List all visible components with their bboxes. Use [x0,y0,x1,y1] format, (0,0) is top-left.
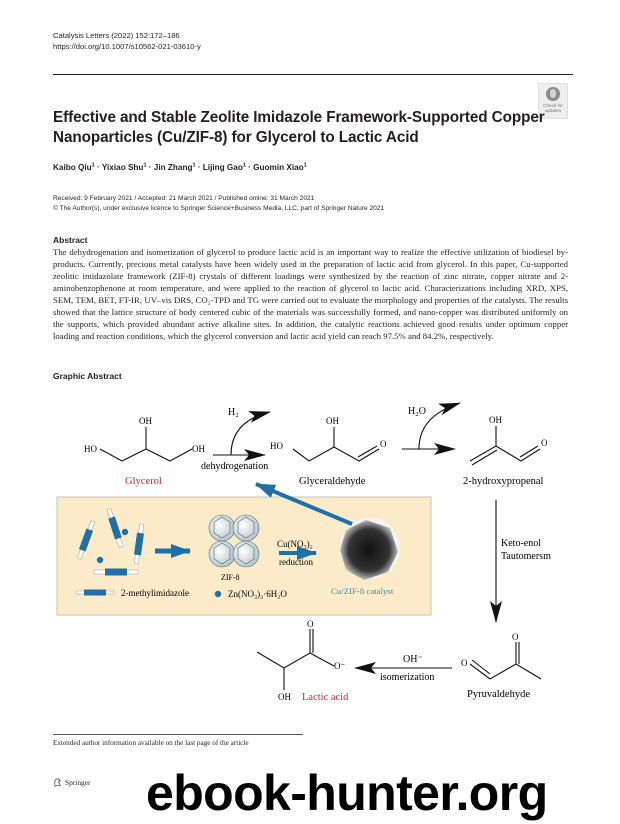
publisher-mark [53,778,90,787]
atom-label: OH [489,415,502,425]
affiliation-marker: 1 [192,162,196,168]
atom-label: OH [192,444,205,454]
affiliation-marker: 1 [143,162,147,168]
journal-citation: Catalysis Letters (2022) 152:172–186 [53,31,180,40]
author-name: Jin Zhang [153,162,193,172]
legend-linker-label: 2-methylimidazole [121,588,189,598]
author-separator: · [146,162,154,172]
legend-zn-icon [215,591,221,597]
legend-zn-label: Zn(NO₃)₂·6H₂O [228,589,287,599]
oh-minus-label: OH⁻ [403,654,423,665]
atom-label: OH [278,692,291,702]
pyruvaldehyde-structure [470,642,541,679]
hydroxypropenal-structure [470,426,540,465]
atom-label: O [380,439,387,449]
affiliation-marker: 1 [242,162,246,168]
h2o-label: H₂O [408,406,426,417]
glyceraldehyde-label: Glyceraldehyde [299,476,366,487]
hydroxypropenal-label: 2-hydroxypropenal [463,476,544,487]
lactic-acid-label: Lactic acid [302,692,349,703]
atom-label: OH [139,416,152,426]
title-line-2: Nanoparticles (Cu/ZIF-8) for Glycerol to Lactic Acid [53,129,419,146]
springer-horse-icon [53,778,62,787]
glycerol-label: Glycerol [125,476,162,487]
abstract-text: The dehydrogenation and isomerization of glycerol to produce lactic acid is an important way to realize the effective utilization of biodiesel by-products. Currently, precious metal catalysts have been widely used in the preparation of lactic acid from glycerol. In this paper, Cu-supported zeolitic imidazolate framework (ZIF-8) crystals of different loadings were synthesized by the reaction of zinc nitrate, copper nitrate and 2-aminobenzophenone at room temperature, and were applied to the reaction of glycerol to lactic acid. Characterizations including XRD, XPS, SEM, TEM, BET, FT-IR, UV–vis DRS, CO₂-TPD and TG were carried out to evaluate the morphology and properties of the catalysts. The results showed that the lattice structure of body centered cubic of the materials was successfully formed, and nano-copper was distributed uniformly on the supports, which provided abundant active alkaline sites. In addition, the catalytic reactions achieved good results under optimum copper loading and reaction conditions, which the glycerol conversion and lactic acid yield can reach 97.5% and 84.2%, respectively. [53,247,568,341]
atom-label: O [307,619,314,629]
pyruvaldehyde-label: Pyruvaldehyde [467,689,530,700]
isomerization-label: isomerization [380,672,435,683]
tautomerism-label: Tautomersm [501,551,551,562]
author-separator: · [94,162,102,172]
publisher-name: Springer [65,778,91,787]
atom-label: OH [326,416,339,426]
atom-label: O [512,632,519,642]
catalyst-label: Cu/ZIF-8 catalyst [331,586,394,596]
glycerol-structure [100,427,192,461]
atom-label: O [461,658,468,668]
watermark: ebook-hunter.org [146,765,548,821]
atom-label: O⁻ [334,661,346,671]
abstract-heading: Abstract [53,235,88,245]
author-name: Guomin Xiao [253,162,304,172]
dehydrogenation-label: dehydrogenation [201,461,269,472]
check-updates-line1: Check for [543,103,563,108]
reduction-label: reduction [279,557,313,567]
author-name: Kaibo Qiu [53,162,92,172]
h2-label: H₂ [228,407,239,418]
author-separator: · [245,162,254,172]
footnote-rule [53,734,303,735]
h2-release-arrow [231,412,270,455]
lactate-structure [257,629,334,690]
author-name: Yixiao Shu [101,162,144,172]
cu-nitrate-label: Cu(NO₃)₂ [277,539,313,549]
graphic-abstract-heading: Graphic Abstract [53,371,122,381]
atom-label: HO [84,444,97,454]
atom-label: HO [270,441,283,451]
author-separator: · [195,162,203,172]
affiliation-marker: 1 [91,162,95,168]
affiliation-marker: 1 [303,162,307,168]
keto-enol-label: Keto-enol [501,538,541,549]
copyright-line: © The Author(s), under exclusive licence to Springer Science+Business Media, LLC, part of Springer Nature 2021 [53,205,385,212]
doi-link[interactable]: https://doi.org/10.1007/s10562-021-03610-y [53,42,201,51]
author-name: Lijing Gao [202,162,243,172]
check-updates-line2: updates [544,108,562,113]
footnote: Extended author information available on the last page of the article [53,739,249,747]
atom-label: O [541,438,548,448]
glyceraldehyde-structure [293,427,379,461]
title-line-1: Effective and Stable Zeolite Imidazole Framework-Supported Copper [53,109,545,126]
dates-line: Received: 9 February 2021 / Accepted: 21 March 2021 / Published online: 31 March 2021 [53,195,315,202]
zif8-label: ZIF-8 [221,573,240,582]
